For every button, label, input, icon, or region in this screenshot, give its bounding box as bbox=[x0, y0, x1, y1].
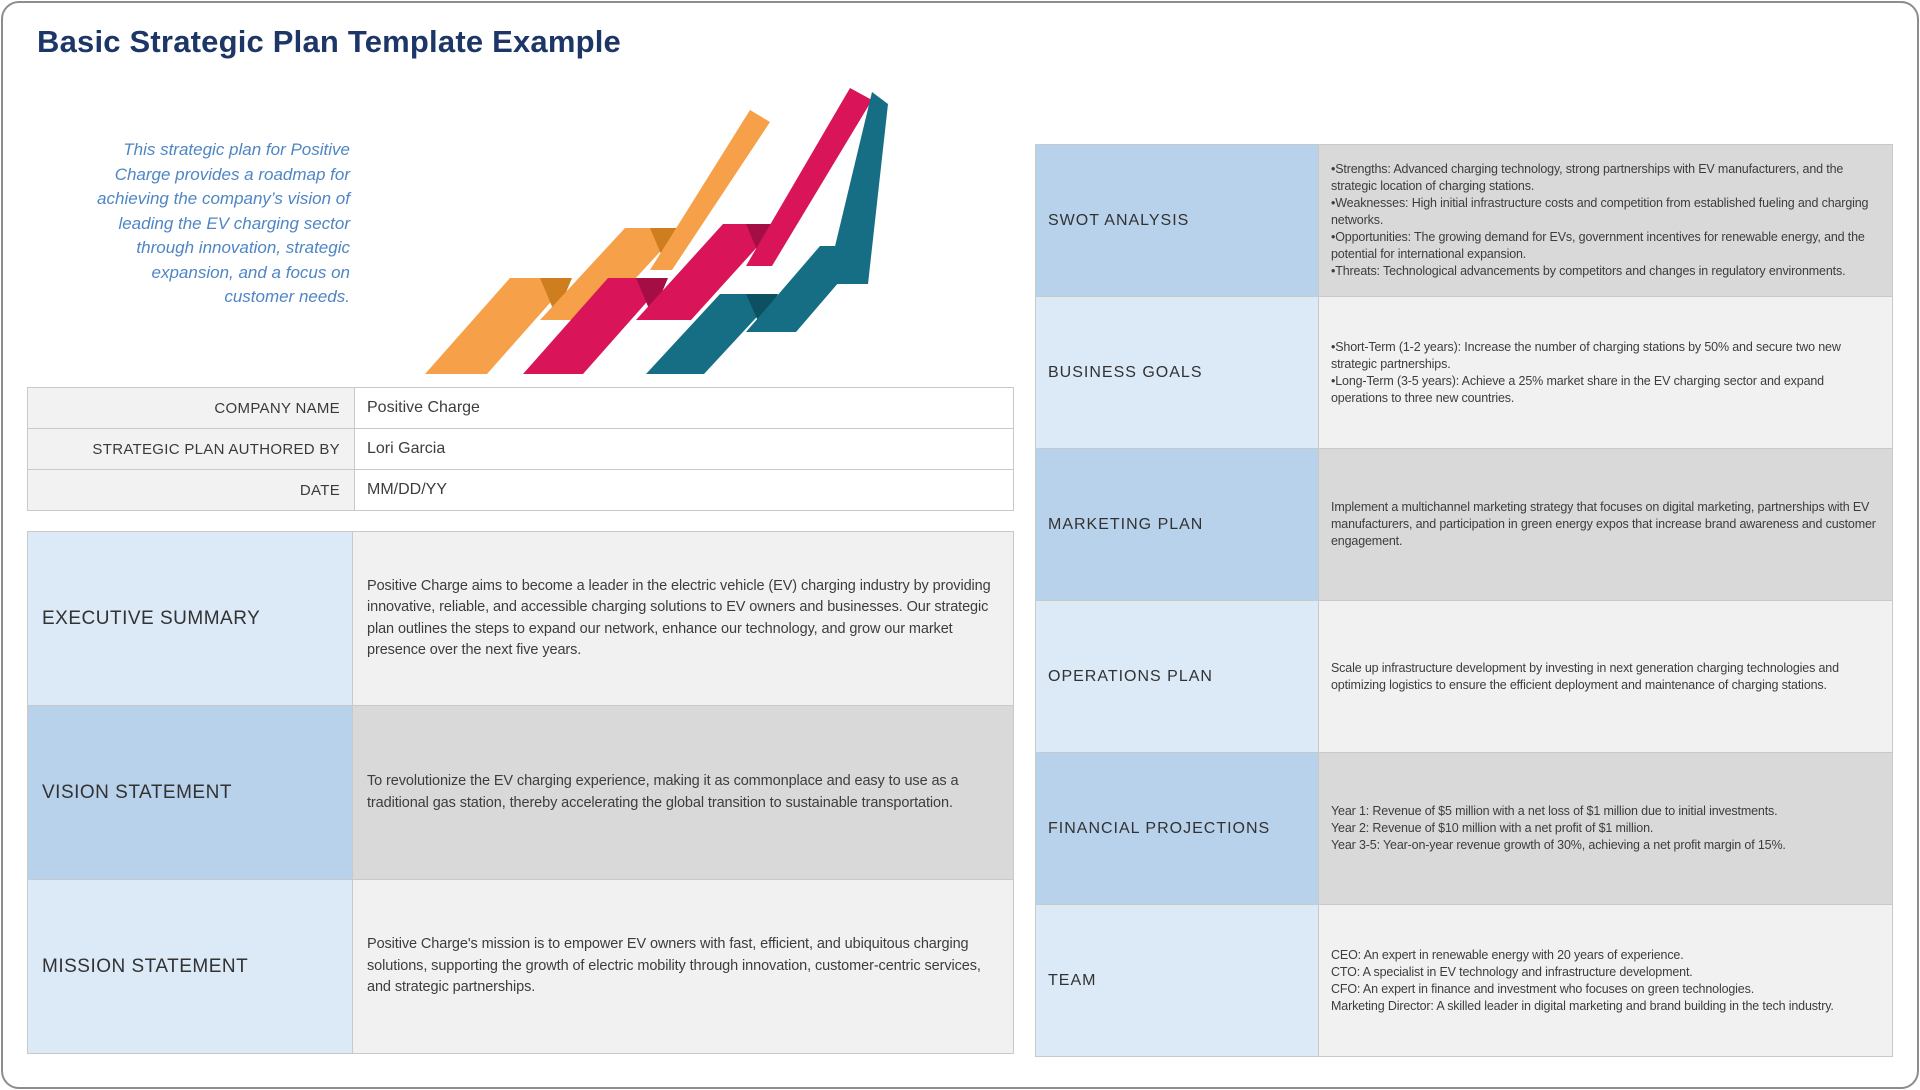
company-name-value[interactable]: Positive Charge bbox=[355, 387, 1014, 429]
financial-projections-label: FINANCIAL PROJECTIONS bbox=[1035, 752, 1319, 905]
page-title: Basic Strategic Plan Template Example bbox=[37, 24, 622, 59]
mission-statement-content[interactable]: Positive Charge's mission is to empower EV owners with fast, efficient, and ubiquitous charging solutions, supporting the growth of electric mobility through innovation, customer-centric services, and strategic partnerships. bbox=[353, 879, 1014, 1054]
financial-projections-content[interactable] bbox=[1319, 752, 1893, 905]
vision-statement-label: VISION STATEMENT bbox=[27, 705, 353, 880]
mission-statement-label: MISSION STATEMENT bbox=[27, 879, 353, 1054]
content-line: •Strengths: Advanced charging technology, strong partnerships with EV manufacturers, and the strategic location of charging stations. bbox=[1331, 162, 1844, 193]
table-row bbox=[27, 469, 1014, 511]
table-row bbox=[27, 387, 1014, 429]
plan-author-value[interactable]: Lori Garcia bbox=[355, 428, 1014, 470]
intro-line: customer needs. bbox=[224, 287, 350, 306]
content-line: Year 2: Revenue of $10 million with a net profit of $1 million. bbox=[1331, 821, 1654, 835]
table-row bbox=[27, 705, 1014, 880]
company-info-table bbox=[27, 388, 1014, 511]
content-line: CTO: A specialist in EV technology and infrastructure development. bbox=[1331, 964, 1693, 979]
table-row bbox=[1035, 296, 1893, 449]
table-row bbox=[1035, 904, 1893, 1057]
content-line: CEO: An expert in renewable energy with 20 years of experience. bbox=[1331, 947, 1684, 962]
content-line: Year 1: Revenue of $5 million with a net loss of $1 million due to initial investments. bbox=[1331, 804, 1778, 818]
date-value[interactable]: MM/DD/YY bbox=[355, 469, 1014, 511]
table-row bbox=[1035, 448, 1893, 601]
intro-line: Charge provides a roadmap for bbox=[114, 164, 350, 184]
operations-plan-content[interactable] bbox=[1319, 600, 1893, 753]
table-row bbox=[1035, 752, 1893, 905]
plan-author-label: STRATEGIC PLAN AUTHORED BY bbox=[27, 428, 355, 470]
content-line: Implement a multichannel marketing strategy that focuses on digital marketing, partnerships with EV manufacturers, and participation in green energy expos that increase brand awareness and customer engagement. bbox=[1331, 500, 1876, 548]
statements-table bbox=[27, 532, 1014, 1054]
content-line: •Weaknesses: High initial infrastructure costs and competition from established fueling and charging networks. bbox=[1331, 196, 1869, 227]
executive-summary-content[interactable]: Positive Charge aims to become a leader in the electric vehicle (EV) charging industry by providing innovative, reliable, and accessible charging solutions to EV owners and businesses. Our strategic plan outlines the steps to expand our network, enhance our technology, and grow our market presence over the next five years. bbox=[353, 531, 1014, 706]
content-line: •Long-Term (3-5 years): Achieve a 25% market share in the EV charging sector and expand operations to three new countries. bbox=[1331, 373, 1824, 405]
content-line: •Opportunities: The growing demand for EVs, government incentives for renewable energy, and the potential for international expansion. bbox=[1331, 230, 1865, 261]
table-row bbox=[27, 879, 1014, 1054]
intro-line: expansion, and a focus on bbox=[151, 262, 350, 282]
date-label: DATE bbox=[27, 469, 355, 511]
marketing-plan-label: MARKETING PLAN bbox=[1035, 448, 1319, 601]
table-row bbox=[1035, 144, 1893, 297]
marketing-plan-content[interactable] bbox=[1319, 448, 1893, 601]
business-goals-label: BUSINESS GOALS bbox=[1035, 296, 1319, 449]
intro-line: through innovation, strategic bbox=[136, 238, 350, 257]
operations-plan-label: OPERATIONS PLAN bbox=[1035, 600, 1319, 753]
intro-line: leading the EV charging sector bbox=[118, 213, 350, 233]
team-label: TEAM bbox=[1035, 904, 1319, 1057]
growth-arrows-graphic bbox=[420, 82, 890, 377]
executive-summary-label: EXECUTIVE SUMMARY bbox=[27, 531, 353, 706]
team-content[interactable] bbox=[1319, 904, 1893, 1057]
table-row bbox=[1035, 600, 1893, 753]
table-row bbox=[27, 531, 1014, 706]
content-line: CFO: An expert in finance and investment who focuses on green technologies. bbox=[1331, 981, 1755, 996]
vision-statement-content[interactable]: To revolutionize the EV charging experience, making it as commonplace and easy to use as a traditional gas station, thereby accelerating the global transition to sustainable transportation. bbox=[353, 705, 1014, 880]
company-name-label: COMPANY NAME bbox=[27, 387, 355, 429]
intro-line: achieving the company’s vision of bbox=[97, 189, 350, 208]
content-line: Year 3-5: Year-on-year revenue growth of 30%, achieving a net profit margin of 15%. bbox=[1331, 838, 1786, 852]
strategy-table bbox=[1035, 145, 1893, 1057]
content-line: •Threats: Technological advancements by competitors and changes in regulatory environments. bbox=[1331, 264, 1846, 278]
content-line: •Short-Term (1-2 years): Increase the number of charging stations by 50% and secure two new strategic partnerships. bbox=[1331, 339, 1841, 371]
swot-analysis-label: SWOT ANALYSIS bbox=[1035, 144, 1319, 297]
intro-paragraph bbox=[28, 138, 350, 310]
swot-analysis-content[interactable] bbox=[1319, 144, 1893, 297]
content-line: Scale up infrastructure development by investing in next generation charging technologies and optimizing logistics to ensure the efficient deployment and maintenance of charging stations. bbox=[1331, 660, 1839, 692]
intro-line: This strategic plan for Positive bbox=[123, 140, 350, 159]
table-row bbox=[27, 428, 1014, 470]
business-goals-content[interactable] bbox=[1319, 296, 1893, 449]
content-line: Marketing Director: A skilled leader in digital marketing and brand building in the tech industry. bbox=[1331, 998, 1834, 1013]
